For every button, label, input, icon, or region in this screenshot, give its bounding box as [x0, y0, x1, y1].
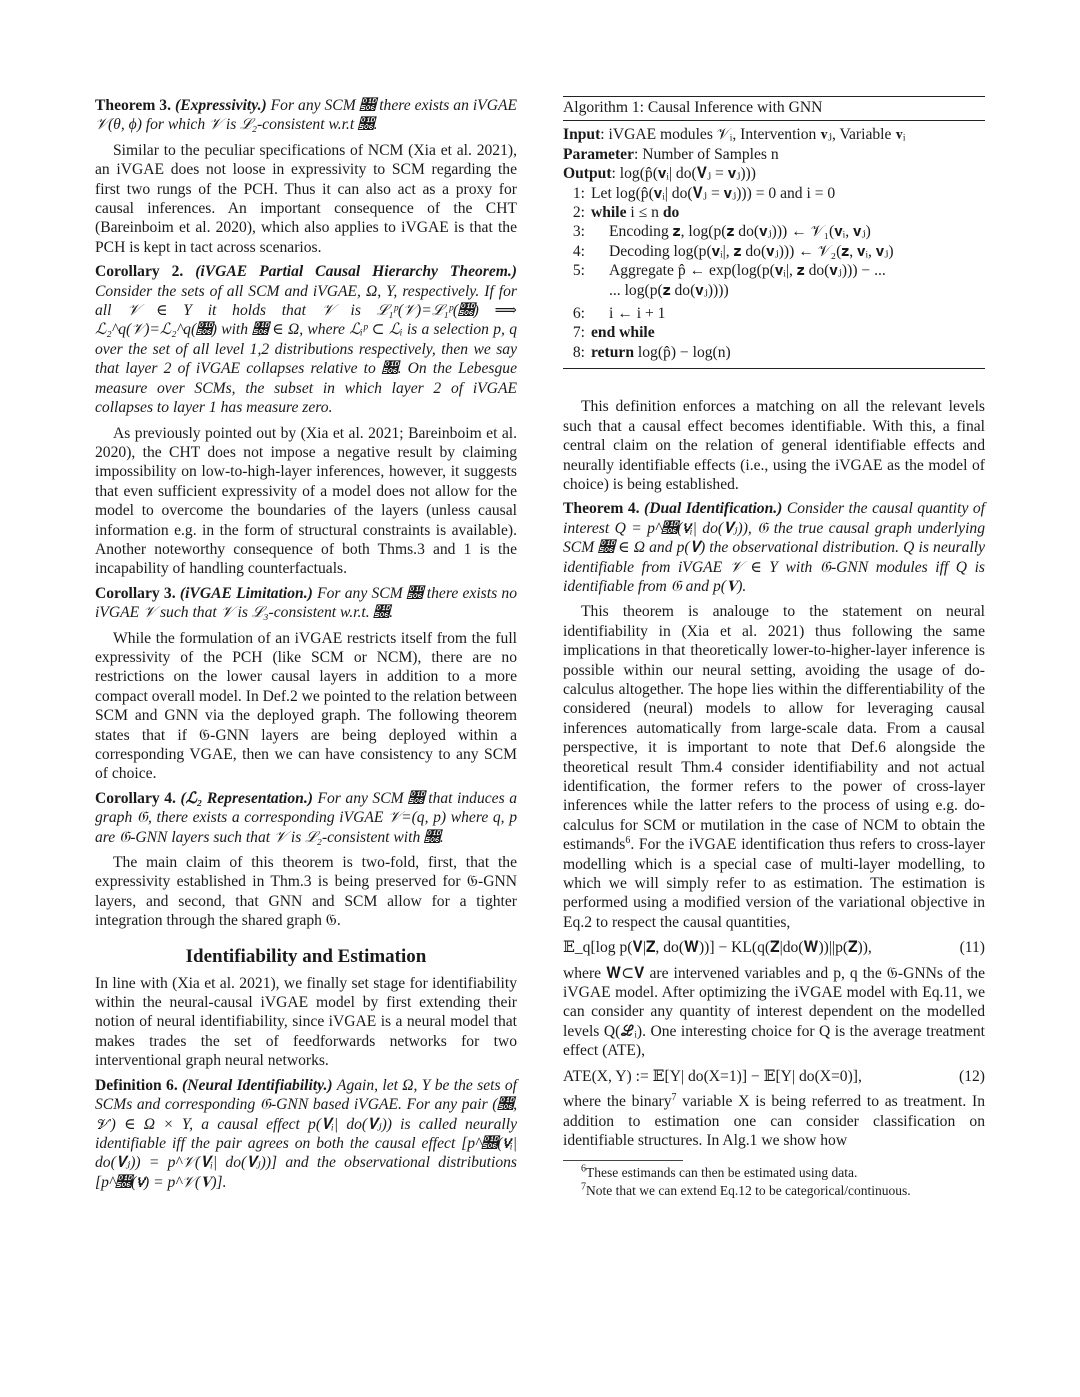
paragraph-analogue [563, 602, 985, 932]
paragraph-expressivity: Similar to the peculiar specifications of NCM (Xia et al. 2021), an iVGAE does not loose in expressivity to SCM regarding the first two rungs of the PCH. Thus it can also act as a proxy for causal inferences. An important consequence of the CHT (Bareinboim et al. 2020), which also applies to iVGAE is that the PCH is kept in tact across scenarios. [95, 141, 517, 256]
corollary-4-label: Corollary 4. [95, 789, 176, 807]
corollary-2-name: (iVGAE Partial Causal Hierarchy Theorem.) [195, 263, 517, 281]
step-text: Aggregate p̂ ← exp(log(p(𝐯ᵢ|, 𝐳 do(𝐯ⱼ))) − ... [609, 262, 886, 280]
paragraph-main-claim: The main claim of this theorem is two-fold, first, that the expressivity established in Thm.3 is being preserved for 𝔊-GNN layers, and second, that GNN and SCM allow for a tighter integration through the shared graph 𝔊. [95, 854, 517, 930]
paragraph-binary [563, 1092, 985, 1150]
algorithm-input [563, 125, 985, 144]
paragraph-cht: As previously pointed out by (Xia et al. 2021; Bareinboim et al. 2020), the CHT does not impose a negative result by claiming impossibility on low-to-high-layer inferences, however, it suggests that even sufficient expressivity of a model does not allow for the model to overcome the boundaries of the layers (unless causal information e.g. in the form of structural constraints is available). Another noteworthy consequence of both Thms.3 and 1 is the incapability of handling counterfactuals. [95, 424, 517, 578]
theorem-3-label: Theorem 3. [95, 97, 172, 114]
step-text: ... log(p(𝐳 do(𝐯ⱼ)))) [609, 281, 729, 299]
algorithm-output-label: Output [563, 165, 612, 183]
step-text: i ← i + 1 [609, 305, 666, 323]
algorithm-step [563, 184, 985, 203]
step-text: Decoding log(p(𝐯ᵢ|, 𝐳 do(𝐯ⱼ))) ← 𝒱₂(𝐳, 𝐯ᵢ, 𝐯ⱼ) [609, 242, 894, 260]
theorem-4 [563, 499, 985, 596]
algorithm-output [563, 164, 985, 183]
step-text: i ≤ n [626, 204, 663, 222]
definition-6-label: Definition 6. [95, 1076, 178, 1094]
theorem-3-name: (Expressivity.) [175, 97, 267, 114]
step-number: 5: [572, 262, 585, 280]
footnote-7-marker: 7 [671, 1091, 677, 1103]
algorithm-box [563, 96, 985, 369]
algorithm-output-text: : log(p̂(𝐯ᵢ| do(𝐕ⱼ = 𝐯ⱼ))) [611, 165, 756, 183]
footnote-7-text: Note that we can extend Eq.12 to be categorical/continuous. [586, 1183, 911, 1199]
equation-11 [563, 938, 985, 957]
corollary-2 [95, 262, 517, 417]
step-keyword: while [591, 204, 627, 222]
step-text: log(p̂) − log(n) [634, 343, 731, 361]
footnote-6-text: These estimands can then be estimated using data. [586, 1165, 858, 1181]
paragraph-formulation: While the formulation of an iVGAE restricts itself from the full expressivity of the PCH (like SCM or NCM), there are no restrictions on the lower causal layers in addition to a more compact overall model. In Def.2 we pointed to the relation between SCM and GNN via the deployed graph. The following theorem states that if 𝔊-GNN layers are being deployed within a corresponding VGAE, then we can have consistency to any SCM of choice. [95, 629, 517, 783]
corollary-4-text: For any SCM 𝔆 that induces a graph 𝔊, there exists a corresponding iVGAE 𝒱=(q, p) where q, p are 𝔊-GNN layers such that 𝒱 is ℒ₂-consistent with 𝔆. [95, 789, 517, 846]
algorithm-parameter-label: Parameter [563, 145, 634, 163]
step-number: 4: [572, 242, 585, 260]
algorithm-step [563, 222, 985, 241]
footnotes [563, 1160, 985, 1200]
paragraph-analogue-part-a: This theorem is analouge to the statement on neural identifiability in (Xia et al. 2021) thus following the same implications in that theoretically lower-to-higher-layer inference is possible within our neural setting, avoiding the usage of do-calculus altogether. The hope lies within the differentiability of the considered (neural) models to allow for leveraging causal inferences automatically from large-scale data. From a causal perspective, it is important to note that Def.6 alongside the theoretical result Thm.4 consider identifiability and not actual identification, the former refers to the power of cross-layer inferences while the latter refers to the process of using e.g. do-calculus for SCM or mutilation in the case of NCM to obtain the estimands [563, 603, 985, 854]
algorithm-parameter-text: : Number of Samples n [634, 145, 779, 163]
step-number: 1: [572, 184, 585, 202]
step-text: Let log(p̂(𝐯ᵢ| do(𝐕ⱼ = 𝐯ⱼ))) = 0 and i = 0 [591, 184, 836, 202]
corollary-4-name: (ℒ₂ Representation.) [180, 789, 313, 807]
step-number: 7: [572, 324, 585, 342]
step-number: 2: [572, 204, 585, 222]
paragraph-definition-matching: This definition enforces a matching on all the relevant levels such that a causal effect becomes identifiable. With this, a final central claim on the relation of general identifiable effects and neurally identifiable effects (i.e., using the iVGAE as the model of choice) is being established. [563, 398, 985, 493]
theorem-4-text: Consider the causal quantity of interest Q = p^𝔆(𝐕ᵢ| do(𝐕ⱼ)), 𝔊 the true causal graph underlying SCM 𝔆 ∈ Ω and p(𝐕) the observational distribution. Q is neurally identifiable from iVGAE 𝒱 ∈ Υ with 𝔊-GNN modules iff Q is identifiable from 𝔊 and p(𝐕). [563, 500, 986, 595]
paragraph-binary-part-a: where the binary [563, 1093, 672, 1111]
equation-12-body: ATE(X, Y) := 𝔼[Y| do(X=1)] − 𝔼[Y| do(X=0)], [563, 1067, 862, 1085]
theorem-3-text: For any SCM 𝔆 there exists an iVGAE 𝒱(θ, ϕ) for which 𝒱 is ℒ₂-consistent w.r.t 𝔆. [95, 97, 518, 134]
algorithm-step [563, 281, 985, 300]
corollary-3 [95, 584, 517, 623]
footnote-7-number: 7 [581, 1181, 586, 1193]
theorem-3 [95, 96, 517, 135]
algorithm-step [563, 343, 985, 362]
step-number: 8: [572, 343, 585, 361]
section-heading: Identifiability and Estimation [185, 945, 427, 967]
algorithm-input-text: : iVGAE modules 𝒱ᵢ, Intervention 𝐯ⱼ, Variable 𝐯ᵢ [600, 126, 906, 144]
corollary-2-text: Consider the sets of all SCM and iVGAE, Ω, Υ, respectively. If for all 𝒱 ∈ Υ it holds that 𝒱 is ℒ₁ᵖ(𝒱)=ℒ₁ᵖ(𝔆) ⟹ ℒ₂^q(𝒱)=ℒ₂^q(𝔆) with 𝔆 ∈ Ω, where ℒᵢᵖ ⊂ ℒᵢ is a selection p, q over the set of all level 1,2 distributions respectively, then we say that layer 2 of iVGAE collapses relative to 𝔆. On the Lebesgue measure over SCMs, the subset in which layer 2 of iVGAE collapses to layer 1 has measure zero. [95, 282, 517, 417]
paragraph-intervened: where 𝐖⊂𝐕 are intervened variables and p, q the 𝔊-GNNs of the iVGAE model. After optimizing the iVGAE model with Eq.11, we can consider any quantity of interest dependent on the modelled levels Q(ℒᵢ). One interesting choice for Q is the average treatment effect (ATE), [563, 964, 985, 1060]
algorithm-parameter [563, 145, 985, 164]
step-number: 6: [572, 305, 585, 323]
algorithm-step [563, 304, 985, 323]
algorithm-title: Algorithm 1: Causal Inference with GNN [563, 97, 985, 121]
definition-6-text: Again, let Ω, Υ be the sets of SCMs and corresponding 𝔊-GNN based iVGAE. For any pair (𝔆, 𝒱) ∈ Ω × Υ, a causal effect p(𝐕ᵢ| do(𝐕ⱼ)) is called neurally identifiable iff the pair agrees on both the causal effect [p^𝔆(𝐕ᵢ| do(𝐕ⱼ)) = p^𝒱(𝐕ᵢ| do(𝐕ⱼ))] and the observational distributions [p^𝔆(𝐕) = p^𝒱(𝐕)]. [95, 1076, 517, 1191]
paragraph-analogue-part-b: . For the iVGAE identification thus refers to cross-layer modelling which is a special case of multi-layer modelling, to which we will simply refer to as estimation. The estimation is performed using a modified version of the variational objective in Eq.2 to respect the causal quantities, [563, 836, 985, 931]
equation-11-number: (11) [959, 939, 985, 957]
corollary-3-text: For any SCM 𝔆 there exists no iVGAE 𝒱 such that 𝒱 is ℒ₃-consistent w.r.t. 𝔆. [95, 584, 517, 622]
algorithm-step [563, 323, 985, 342]
algorithm-input-label: Input [563, 126, 601, 144]
theorem-4-name: (Dual Identification.) [644, 500, 783, 518]
footnote-6 [563, 1164, 985, 1182]
equation-11-body: 𝔼_q[log p(𝐕|𝐙, do(𝐖))] − KL(q(𝐙|do(𝐖))||p(𝐙)), [563, 939, 872, 957]
algorithm-step [563, 261, 985, 280]
paragraph-binary-part-b: variable X is being referred to as treatment. In addition to estimation one can consider classification on identifiable structures. In Alg.1 we show how [563, 1093, 986, 1149]
definition-6 [95, 1076, 517, 1192]
corollary-4 [95, 789, 517, 847]
step-keyword: do [662, 204, 680, 222]
algorithm-step [563, 242, 985, 261]
footnote-6-number: 6 [581, 1163, 586, 1175]
step-keyword: return [591, 343, 635, 361]
step-keyword: end while [591, 324, 655, 342]
paragraph-identifiability: In line with (Xia et al. 2021), we finally set stage for identifiability within the neural-causal iVGAE model by first extending their notion of neural identifiability, since iVGAE is a neural model that makes trades the set of feedforwards networks for two interventional graph neural networks. [95, 974, 517, 1070]
equation-12 [563, 1067, 985, 1086]
definition-6-name: (Neural Identifiability.) [182, 1076, 333, 1094]
equation-12-number: (12) [959, 1067, 985, 1085]
algorithm-step [563, 203, 985, 222]
footnote-6-marker: 6 [625, 835, 631, 847]
step-text: Encoding 𝐳, log(p(𝐳 do(𝐯ⱼ))) ← 𝒱₁(𝐯ᵢ, 𝐯ⱼ) [609, 223, 871, 241]
left-column [95, 96, 517, 1198]
step-number: 3: [572, 223, 585, 241]
right-column [563, 96, 985, 1200]
corollary-3-name: (iVGAE Limitation.) [179, 584, 313, 602]
footnote-7 [563, 1182, 985, 1200]
corollary-3-label: Corollary 3. [95, 584, 176, 602]
footnote-rule [563, 1160, 683, 1161]
theorem-4-label: Theorem 4. [563, 500, 640, 518]
corollary-2-label: Corollary 2. [95, 263, 184, 281]
